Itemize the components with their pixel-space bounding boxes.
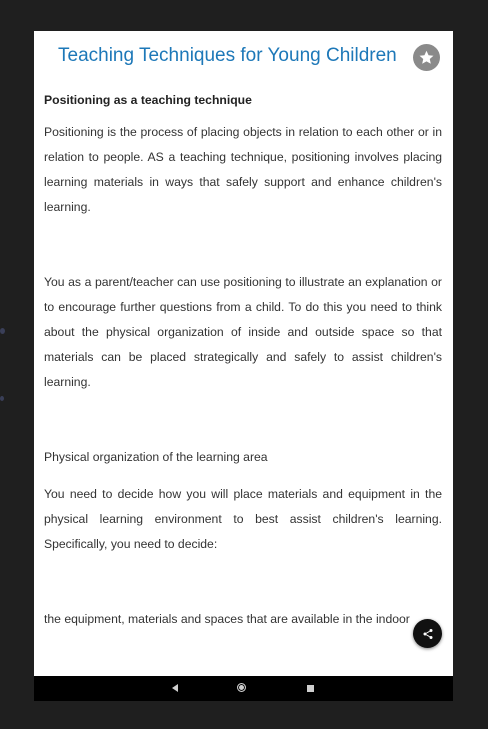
page-title: Teaching Techniques for Young Children	[58, 45, 397, 66]
app-screen	[34, 31, 453, 701]
subheading: Physical organization of the learning area	[44, 450, 268, 464]
share-icon	[422, 628, 434, 640]
paragraph: Positioning is the process of placing objects in relation to each other or in relation to people. AS a teaching technique, positioning involves placing learning materials in ways that safely support and enhance children's learning.	[44, 125, 442, 214]
back-triangle-icon[interactable]	[172, 684, 178, 692]
article-content	[44, 86, 442, 676]
section-heading: Positioning as a teaching technique	[44, 93, 252, 107]
recents-square-icon[interactable]	[307, 685, 314, 692]
paragraph: the equipment, materials and spaces that are available in the indoor	[44, 612, 410, 626]
system-nav-bar	[34, 676, 453, 701]
paragraph: You need to decide how you will place materials and equipment in the physical learning environment to best assist children's learning. Specifically, you need to decide:	[44, 487, 442, 551]
title-bar	[34, 31, 453, 81]
share-button[interactable]	[413, 619, 442, 648]
home-circle-icon[interactable]	[237, 683, 246, 692]
star-icon	[418, 49, 435, 66]
edge-indicator	[0, 328, 5, 334]
edge-indicator	[0, 396, 4, 401]
paragraph: You as a parent/teacher can use positioning to illustrate an explanation or to encourage further questions from a child. To do this you need to think about the physical organization of inside and outside space so that materials can be placed strategically and safely to assist children's learning.	[44, 275, 442, 389]
favorite-button[interactable]	[413, 44, 440, 71]
